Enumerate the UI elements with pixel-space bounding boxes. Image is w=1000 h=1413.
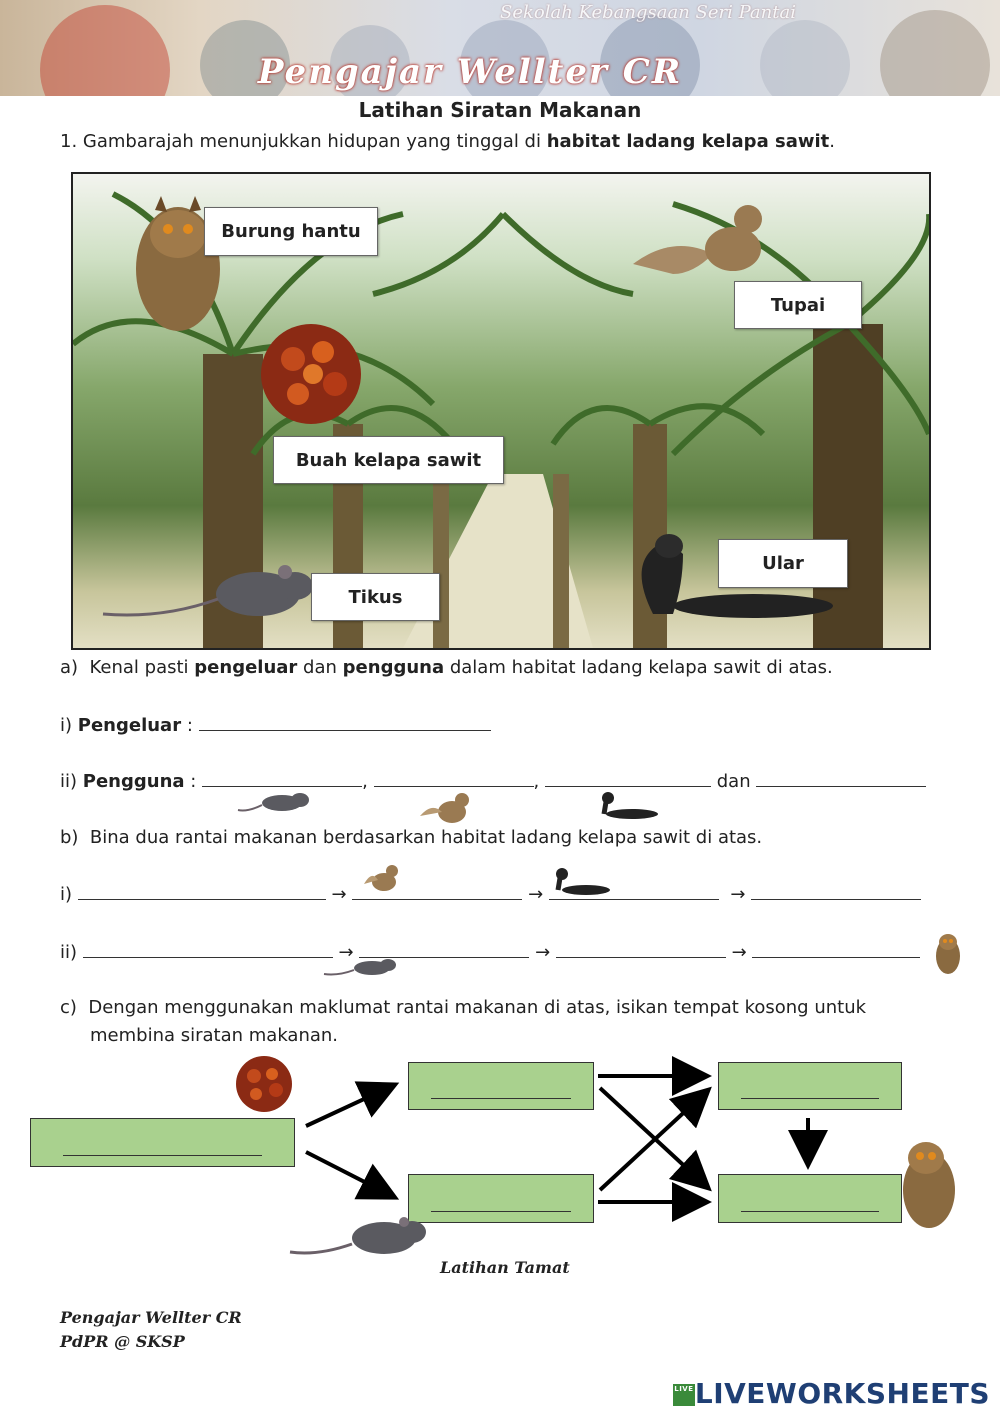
- chain1-blank-1[interactable]: [78, 881, 326, 900]
- part-b-prefix: b): [60, 827, 79, 848]
- squirrel-small-image: [362, 860, 402, 896]
- end-text: Latihan Tamat: [440, 1258, 570, 1277]
- comma: ,: [362, 771, 368, 792]
- oil-palm-plantation-photo: [71, 172, 931, 650]
- label-squirrel: Tupai: [734, 281, 862, 329]
- colon: :: [186, 715, 193, 736]
- text: Dengan menggunakan maklumat rantai makanan di atas, isikan tempat kosong untuk: [88, 997, 867, 1018]
- owl-small-image: [930, 928, 966, 976]
- palm-fruit-image: [261, 324, 361, 424]
- page-title: Latihan Siratan Makanan: [358, 98, 642, 122]
- producer-label: Pengeluar: [77, 715, 182, 736]
- snake-small-image: [552, 866, 612, 898]
- signature-line-1: Pengajar Wellter CR: [60, 1308, 242, 1327]
- bold-term: pengeluar: [194, 657, 298, 678]
- text: Bina dua rantai makanan berdasarkan habitat ladang kelapa sawit di atas.: [89, 827, 763, 848]
- producer-row: [60, 712, 491, 738]
- bold-term: pengguna: [342, 657, 445, 678]
- row-number: i): [60, 884, 73, 905]
- banner-school-name: Sekolah Kebangsaan Seri Pantai: [500, 2, 796, 23]
- chain2-blank-3[interactable]: [556, 939, 726, 958]
- text: dan: [303, 657, 337, 678]
- arrow: →: [528, 884, 544, 905]
- consumer-input-blank-4[interactable]: [756, 768, 926, 787]
- producer-input-blank[interactable]: [199, 712, 491, 731]
- label-owl: Burung hantu: [204, 207, 378, 256]
- comma: ,: [533, 771, 540, 792]
- rat-small-image: [322, 956, 402, 980]
- text: dalam habitat ladang kelapa sawit di atas.: [449, 657, 833, 678]
- question-1: [60, 130, 835, 154]
- signature-line-2: PdPR @ SKSP: [60, 1332, 185, 1351]
- chain2-blank-1[interactable]: [83, 939, 333, 958]
- arrow: →: [535, 942, 551, 963]
- label-palm-fruit: Buah kelapa sawit: [273, 436, 504, 484]
- snake-small-image: [598, 790, 660, 822]
- question-number: 1.: [60, 131, 78, 152]
- consumer-row: [60, 768, 926, 794]
- arrow: [306, 1086, 392, 1126]
- chain2-blank-4[interactable]: [752, 939, 920, 958]
- part-b-instruction: [60, 826, 762, 850]
- food-web-arrows: [0, 1050, 1000, 1240]
- liveworksheets-logo-text: LIVEWORKSHEETS: [694, 1377, 990, 1410]
- palm-trunk: [553, 474, 569, 648]
- arrow: →: [331, 884, 347, 905]
- arrow: →: [338, 942, 354, 963]
- palm-trunk: [433, 474, 449, 648]
- banner-title: Pengajar Wellter CR: [257, 52, 683, 92]
- palm-fruit-small-image: [226, 1054, 302, 1114]
- text: membina siratan makanan.: [90, 1025, 339, 1046]
- consumer-input-blank-3[interactable]: [545, 768, 711, 787]
- conjunction-dan: dan: [716, 771, 751, 792]
- chain1-blank-4[interactable]: [751, 881, 921, 900]
- colon: :: [190, 771, 197, 792]
- consumer-label: Pengguna: [82, 771, 185, 792]
- part-c-instruction: [60, 996, 960, 1048]
- liveworksheets-logo[interactable]: [673, 1377, 990, 1410]
- signature: [60, 1306, 242, 1354]
- row-number: ii): [60, 771, 78, 792]
- part-a-instruction: [60, 656, 833, 680]
- header-banner: [0, 0, 1000, 96]
- rat-small-image: [288, 1214, 434, 1258]
- arrow: [600, 1088, 706, 1186]
- row-number: ii): [60, 942, 78, 963]
- arrow: →: [731, 942, 747, 963]
- question-text: Gambarajah menunjukkan hidupan yang tinggal di: [82, 131, 541, 152]
- label-rat: Tikus: [311, 573, 440, 621]
- squirrel-small-image: [418, 790, 478, 828]
- food-chain-1: [60, 881, 921, 907]
- owl-small-image: [896, 1132, 962, 1230]
- label-snake: Ular: [718, 539, 848, 588]
- palm-trunk: [813, 324, 883, 648]
- part-a-prefix: a): [60, 657, 79, 678]
- food-chain-2: [60, 939, 920, 965]
- row-number: i): [60, 715, 73, 736]
- question-text-end: .: [829, 131, 835, 152]
- consumer-input-blank-1[interactable]: [202, 768, 362, 787]
- rat-small-image: [236, 790, 316, 816]
- text: Kenal pasti: [89, 657, 189, 678]
- part-c-prefix: c): [60, 997, 77, 1018]
- liveworksheets-logo-icon: LIVE: [673, 1384, 695, 1406]
- question-bold-text: habitat ladang kelapa sawit: [546, 131, 830, 152]
- consumer-input-blank-2[interactable]: [374, 768, 534, 787]
- arrow: →: [730, 884, 746, 905]
- arrow: [306, 1152, 392, 1196]
- arrow: [600, 1092, 706, 1190]
